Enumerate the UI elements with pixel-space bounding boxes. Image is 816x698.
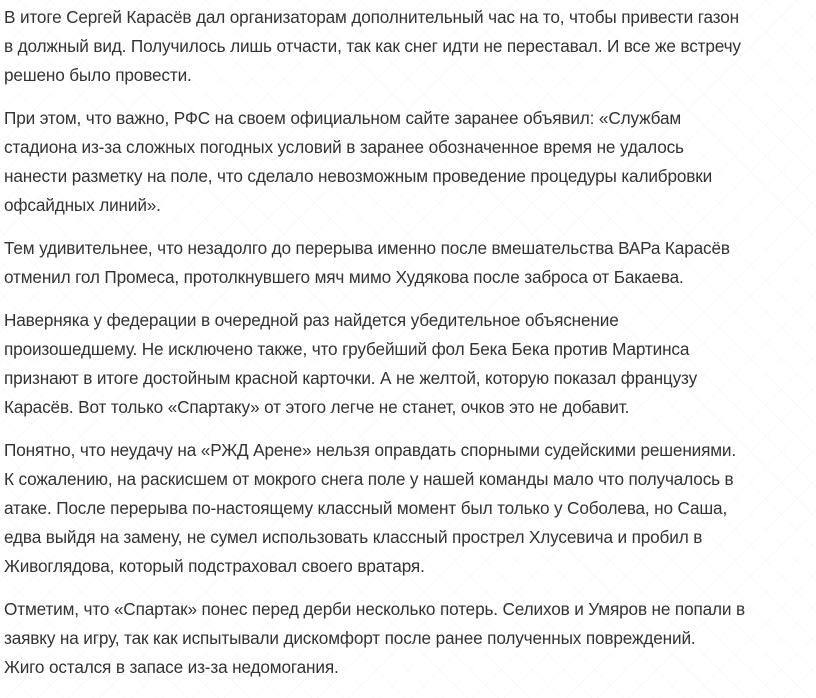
article-paragraph-1	[4, 3, 812, 90]
article-body	[4, 3, 812, 696]
paragraph-line: решено было провести.	[4, 65, 192, 85]
paragraph-line: произошедшему. Не исключено также, что грубейший фол Бека Бека против Мартинса	[4, 339, 690, 359]
paragraph-line: нанести разметку на поле, что сделало невозможным проведение процедуры калибровки	[4, 166, 713, 186]
paragraph-line: атаке. После перерыва по-настоящему классный момент был только у Соболева, но Саша,	[4, 498, 728, 518]
paragraph-line: Жиго остался в запасе из-за недомогания.	[4, 657, 339, 677]
paragraph-line: отменил гол Промеса, протолкнувшего мяч мимо Худякова после заброса от Бакаева.	[4, 267, 684, 287]
paragraph-line: Отметим, что «Спартак» понес перед дерби несколько потерь. Селихов и Умяров не попали в	[4, 599, 745, 619]
paragraph-line: Наверняка у федерации в очередной раз найдется убедительное объяснение	[4, 310, 619, 330]
article-paragraph-4	[4, 306, 812, 422]
paragraph-line: К сожалению, на раскисшем от мокрого снега поле у нашей команды мало что получалось в	[4, 469, 734, 489]
paragraph-line: едва выйдя на замену, не сумел использовать классный прострел Хлусевича и пробил в	[4, 527, 703, 547]
article-paragraph-2	[4, 104, 812, 220]
article-paragraph-3	[4, 234, 812, 292]
paragraph-line: При этом, что важно, РФС на своем официальном сайте заранее объявил: «Службам	[4, 108, 682, 128]
paragraph-line: Карасёв. Вот только «Спартаку» от этого легче не станет, очков это не добавит.	[4, 397, 630, 417]
paragraph-line: стадиона из-за сложных погодных условий в заранее обозначенное время не удалось	[4, 137, 684, 157]
paragraph-line: признают в итоге достойным красной карточки. А не желтой, которую показал французу	[4, 368, 698, 388]
paragraph-line: заявку на игру, так как испытывали дискомфорт после ранее полученных повреждений.	[4, 628, 696, 648]
article-paragraph-5	[4, 436, 812, 581]
paragraph-line: Понятно, что неудачу на «РЖД Арене» нельзя оправдать спорными судейскими решениями.	[4, 440, 737, 460]
paragraph-line: офсайдных линий».	[4, 195, 161, 215]
paragraph-line: в должный вид. Получилось лишь отчасти, так как снег идти не переставал. И все же встречу	[4, 36, 741, 56]
paragraph-line: Тем удивительнее, что незадолго до перерыва именно после вмешательства ВАРа Карасёв	[4, 238, 730, 258]
paragraph-line: Живоглядова, который подстраховал своего вратаря.	[4, 556, 425, 576]
paragraph-line: В итоге Сергей Карасёв дал организаторам дополнительный час на то, чтобы привести газон	[4, 7, 739, 27]
article-paragraph-6	[4, 595, 812, 682]
